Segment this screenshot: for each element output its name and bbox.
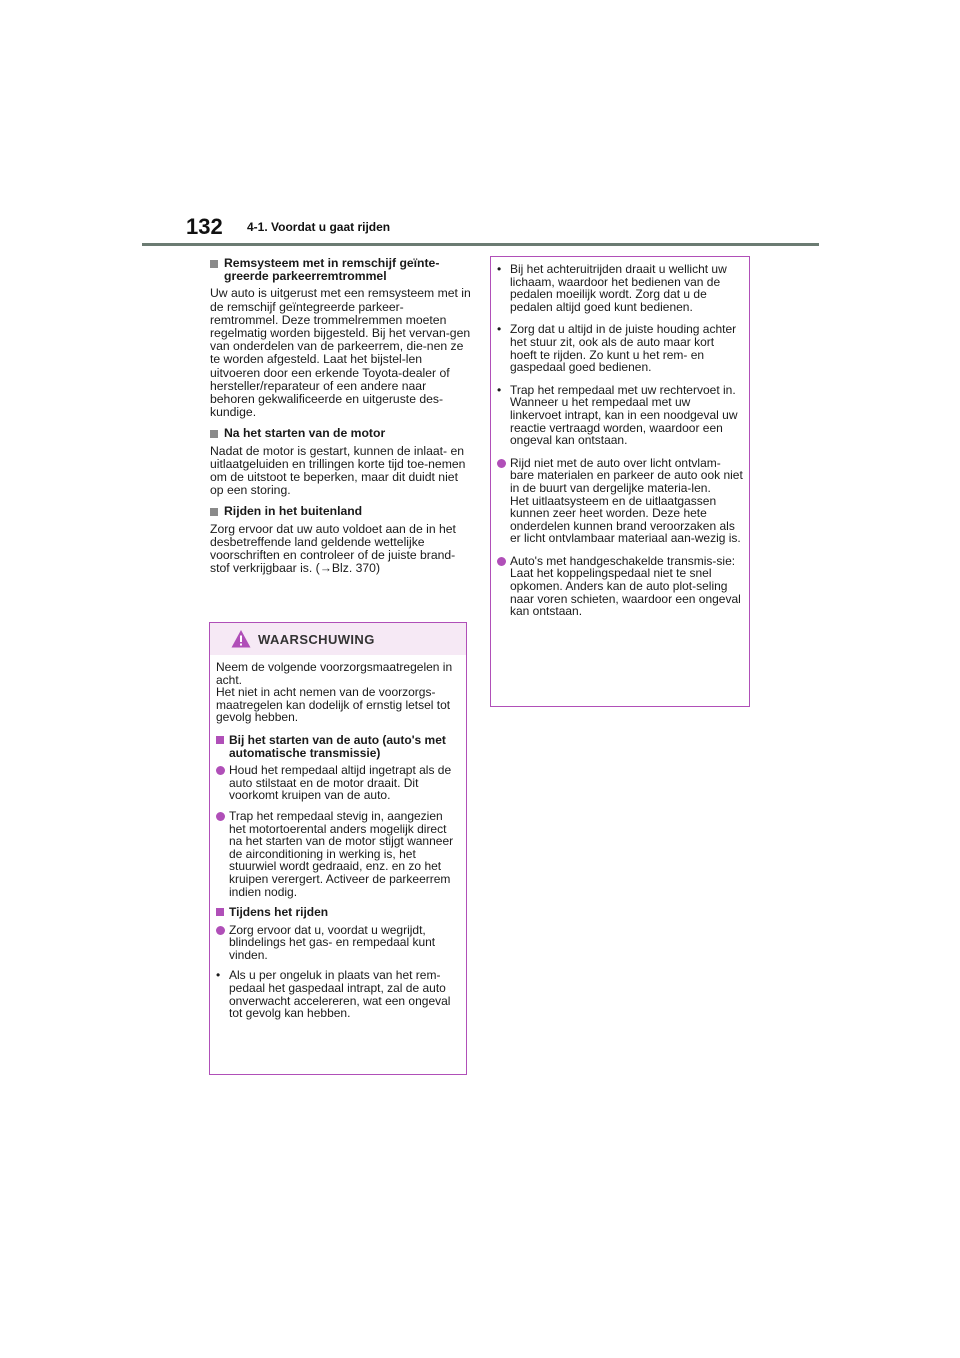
warning-heading-text: Bij het starten van de auto (auto's met automatische transmissie) [229,732,446,760]
section-heading [210,505,472,518]
bullet-dot-icon [216,812,225,821]
section-text: Zorg ervoor dat uw auto voldoet aan de in het desbetreffende land geldende wettelijke voorschriften en controleer of de juiste brand-stof verkrijgbaar is. (→Blz. 370) [210,521,456,576]
warning-intro: Neem de volgende voorzorgsmaatregelen in acht. [216,660,453,687]
warning-header [210,623,466,655]
section-heading-text: Rijden in het buitenland [224,504,363,519]
warning-body [210,655,466,1034]
header-rule [142,243,819,246]
dash-marker: • [497,322,502,337]
warning-dash-item [216,969,460,1019]
square-marker-icon [210,508,218,516]
warning-dash-text: Zorg dat u altijd in de juiste houding achter het stuur zit, ook als de auto maar kort hoeft te rijden. Zo kunt u het rem- en gaspedaal goed bedienen. [510,322,737,375]
dash-marker: • [497,262,502,276]
warning-bullet-text: Zorg ervoor dat u, voordat u wegrijdt, blindelings het gas- en rempedaal kunt vinden. [229,922,436,962]
warning-dash-item [497,323,743,373]
warning-bullet-text: Auto's met handgeschakelde transmis-sie: Laat het koppelingspedaal niet te snel opkomen. Anders kan de auto plot-seling naar voren schieten, waardoor een ongeval kan ontstaan. [510,553,741,619]
section-heading [210,427,472,440]
warning-continuation-box [490,256,750,707]
section-text: Uw auto is uitgerust met een remsysteem met in de remschijf geïntegreerde parkeer-remtrommel. Deze trommelremmen moeten regelmatig worden bijgesteld. Bij het vervan-gen van onderdelen van de parkeerrem, die-nen ze te worden afgesteld. Laat het bijstel-len uitvoeren door een erkende Toyota-dealer of hersteller/reparateur of een andere naar behoren gekwalificeerde en uitgeruste des-kundige. [210,286,471,420]
warning-bullet [497,457,743,545]
dash-marker: • [497,382,502,397]
bullet-dot-icon [497,459,506,468]
square-marker-icon [216,736,224,744]
warning-bullet [497,555,743,618]
section-title: 4-1. Voordat u gaat rijden [247,220,391,234]
warning-heading [216,734,460,759]
square-marker-icon [210,430,218,438]
warning-dash-text: Trap het rempedaal met uw rechtervoet in. Wanneer u het rempedaal met uw linkervoet intrapt, kan in een noodgeval uw reactie vertraagd worden, waardoor een ongeval kan ontstaan. [510,382,738,448]
warning-title: WAARSCHUWING [258,632,375,647]
page-number: 132 [186,214,223,239]
warning-box [209,622,467,1075]
bullet-dot-icon [216,766,225,775]
warning-bullet-text-continued: Het uitlaatsysteem en de uitlaatgassen kunnen zeer heet worden. Deze hete onderdelen kunnen brand veroorzaken als er licht ontvlambaar materiaal aan-wezig is. [510,493,741,546]
warning-bullet-text: Rijd niet met de auto over licht ontvlam-bare materialen en parkeer de auto ook niet in de buurt van dergelijke materia-len. [510,455,743,495]
dash-marker: • [216,968,221,983]
bullet-dot-icon [497,557,506,566]
section-heading-text: Na het starten van de motor [224,426,386,441]
square-marker-icon [210,260,218,268]
warning-dash-text: Bij het achteruitrijden draait u wellicht uw lichaam, waardoor het bedienen van de pedalen moeilijk wordt. Zorg dat u de pedalen altijd goed kunt bedienen. [510,262,727,314]
warning-triangle-icon [231,629,251,649]
warning-bullet [216,764,460,802]
warning-heading-text: Tijdens het rijden [229,905,329,920]
warning-bullet-text: Houd het rempedaal altijd ingetrapt als de auto stilstaat en de motor draait. Dit voorkomt kruipen van de auto. [229,763,452,803]
left-column [210,257,472,583]
warning-dash-item [497,263,743,313]
warning-bullet-text: Trap het rempedaal stevig in, aangezien het motortoerental anders mogelijk direct na het starten van de motor stijgt wanneer de airconditioning in werking is, het stuurwiel wordt gedraaid, enz. en zo het kruipen verergert. Activeer de parkeerrem indien nodig. [229,808,454,899]
warning-bullet [216,810,460,898]
bullet-dot-icon [216,926,225,935]
warning-dash-item [497,384,743,447]
square-marker-icon [216,908,224,916]
warning-dash-text: Als u per ongeluk in plaats van het rem-pedaal het gaspedaal intrapt, zal de auto onverwacht accelereren, wat een ongeval tot gevolg kan hebben. [229,968,451,1021]
section-text: Nadat de motor is gestart, kunnen de inlaat- en uitlaatgeluiden en trillingen korte tijd toe-nemen om de uitstoot te beperken, maar dit duidt niet op een storing. [210,443,466,498]
warning-intro-detail: Het niet in acht nemen van de voorzorgs-maatregelen kan dodelijk of ernstig letsel tot gevolg hebben. [216,685,451,725]
section-heading [210,257,472,283]
warning-bullet [216,924,460,962]
warning-heading [216,906,460,919]
section-heading-text: Remsysteem met in remschijf geïnte-greerde parkeerremtrommel [224,256,440,284]
